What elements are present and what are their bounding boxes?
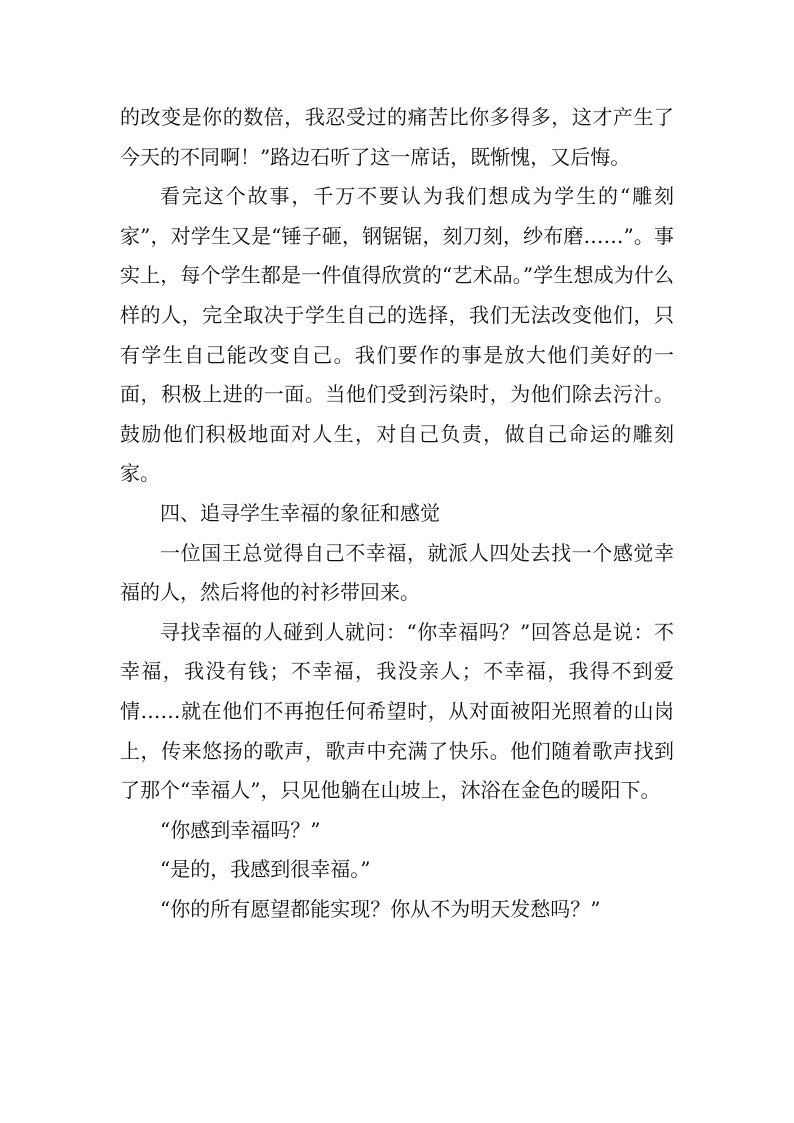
dialogue-line-3: “你的所有愿望都能实现？你从不为明天发愁吗？” (160, 896, 601, 921)
section-heading: 四、追寻学生幸福的象征和感觉 (160, 500, 440, 525)
dialogue-line-2: “是的，我感到很幸福。” (160, 857, 371, 882)
paragraph-king: 一位国王总觉得自己不幸福，就派人四处去找一个感觉幸福的人，然后将他的衬衫带回来。 (120, 540, 674, 605)
paragraph-search: 寻找幸福的人碰到人就问：“你幸福吗？”回答总是说：不幸福，我没有钱；不幸福，我没亲人；不幸福，我得不到爱情……就在他们不再抱任何希望时，从对面被阳光照着的山岗上，传来悠扬的歌声，歌声中充满了快乐。他们随着歌声找到了那个“幸福人”，只见他躺在山坡上，沐浴在金色的暖阳下。 (120, 619, 674, 803)
paragraph-story-reflection: 看完这个故事，千万不要认为我们想成为学生的“雕刻家”，对学生又是“锤子砸，钢锯锯，刻刀刻，纱布磨……”。事实上，每个学生都是一件值得欣赏的“艺术品。”学生想成为什么样的人，完全取决于学生自己的选择，我们无法改变他们，只有学生自己能改变自己。我们要作的事是放大他们美好的一面，积极上进的一面。当他们受到污染时，为他们除去污汁。鼓励他们积极地面对人生，对自己负责，做自己命运的雕刻家。 (120, 184, 674, 486)
document-body (120, 98, 674, 929)
paragraph-continuation: 的改变是你的数倍，我忍受过的痛苦比你多得多，这才产生了今天的不同啊！”路边石听了这一席话，既惭愧，又后悔。 (120, 105, 674, 169)
dialogue-line-1: “你感到幸福吗？” (160, 817, 321, 842)
